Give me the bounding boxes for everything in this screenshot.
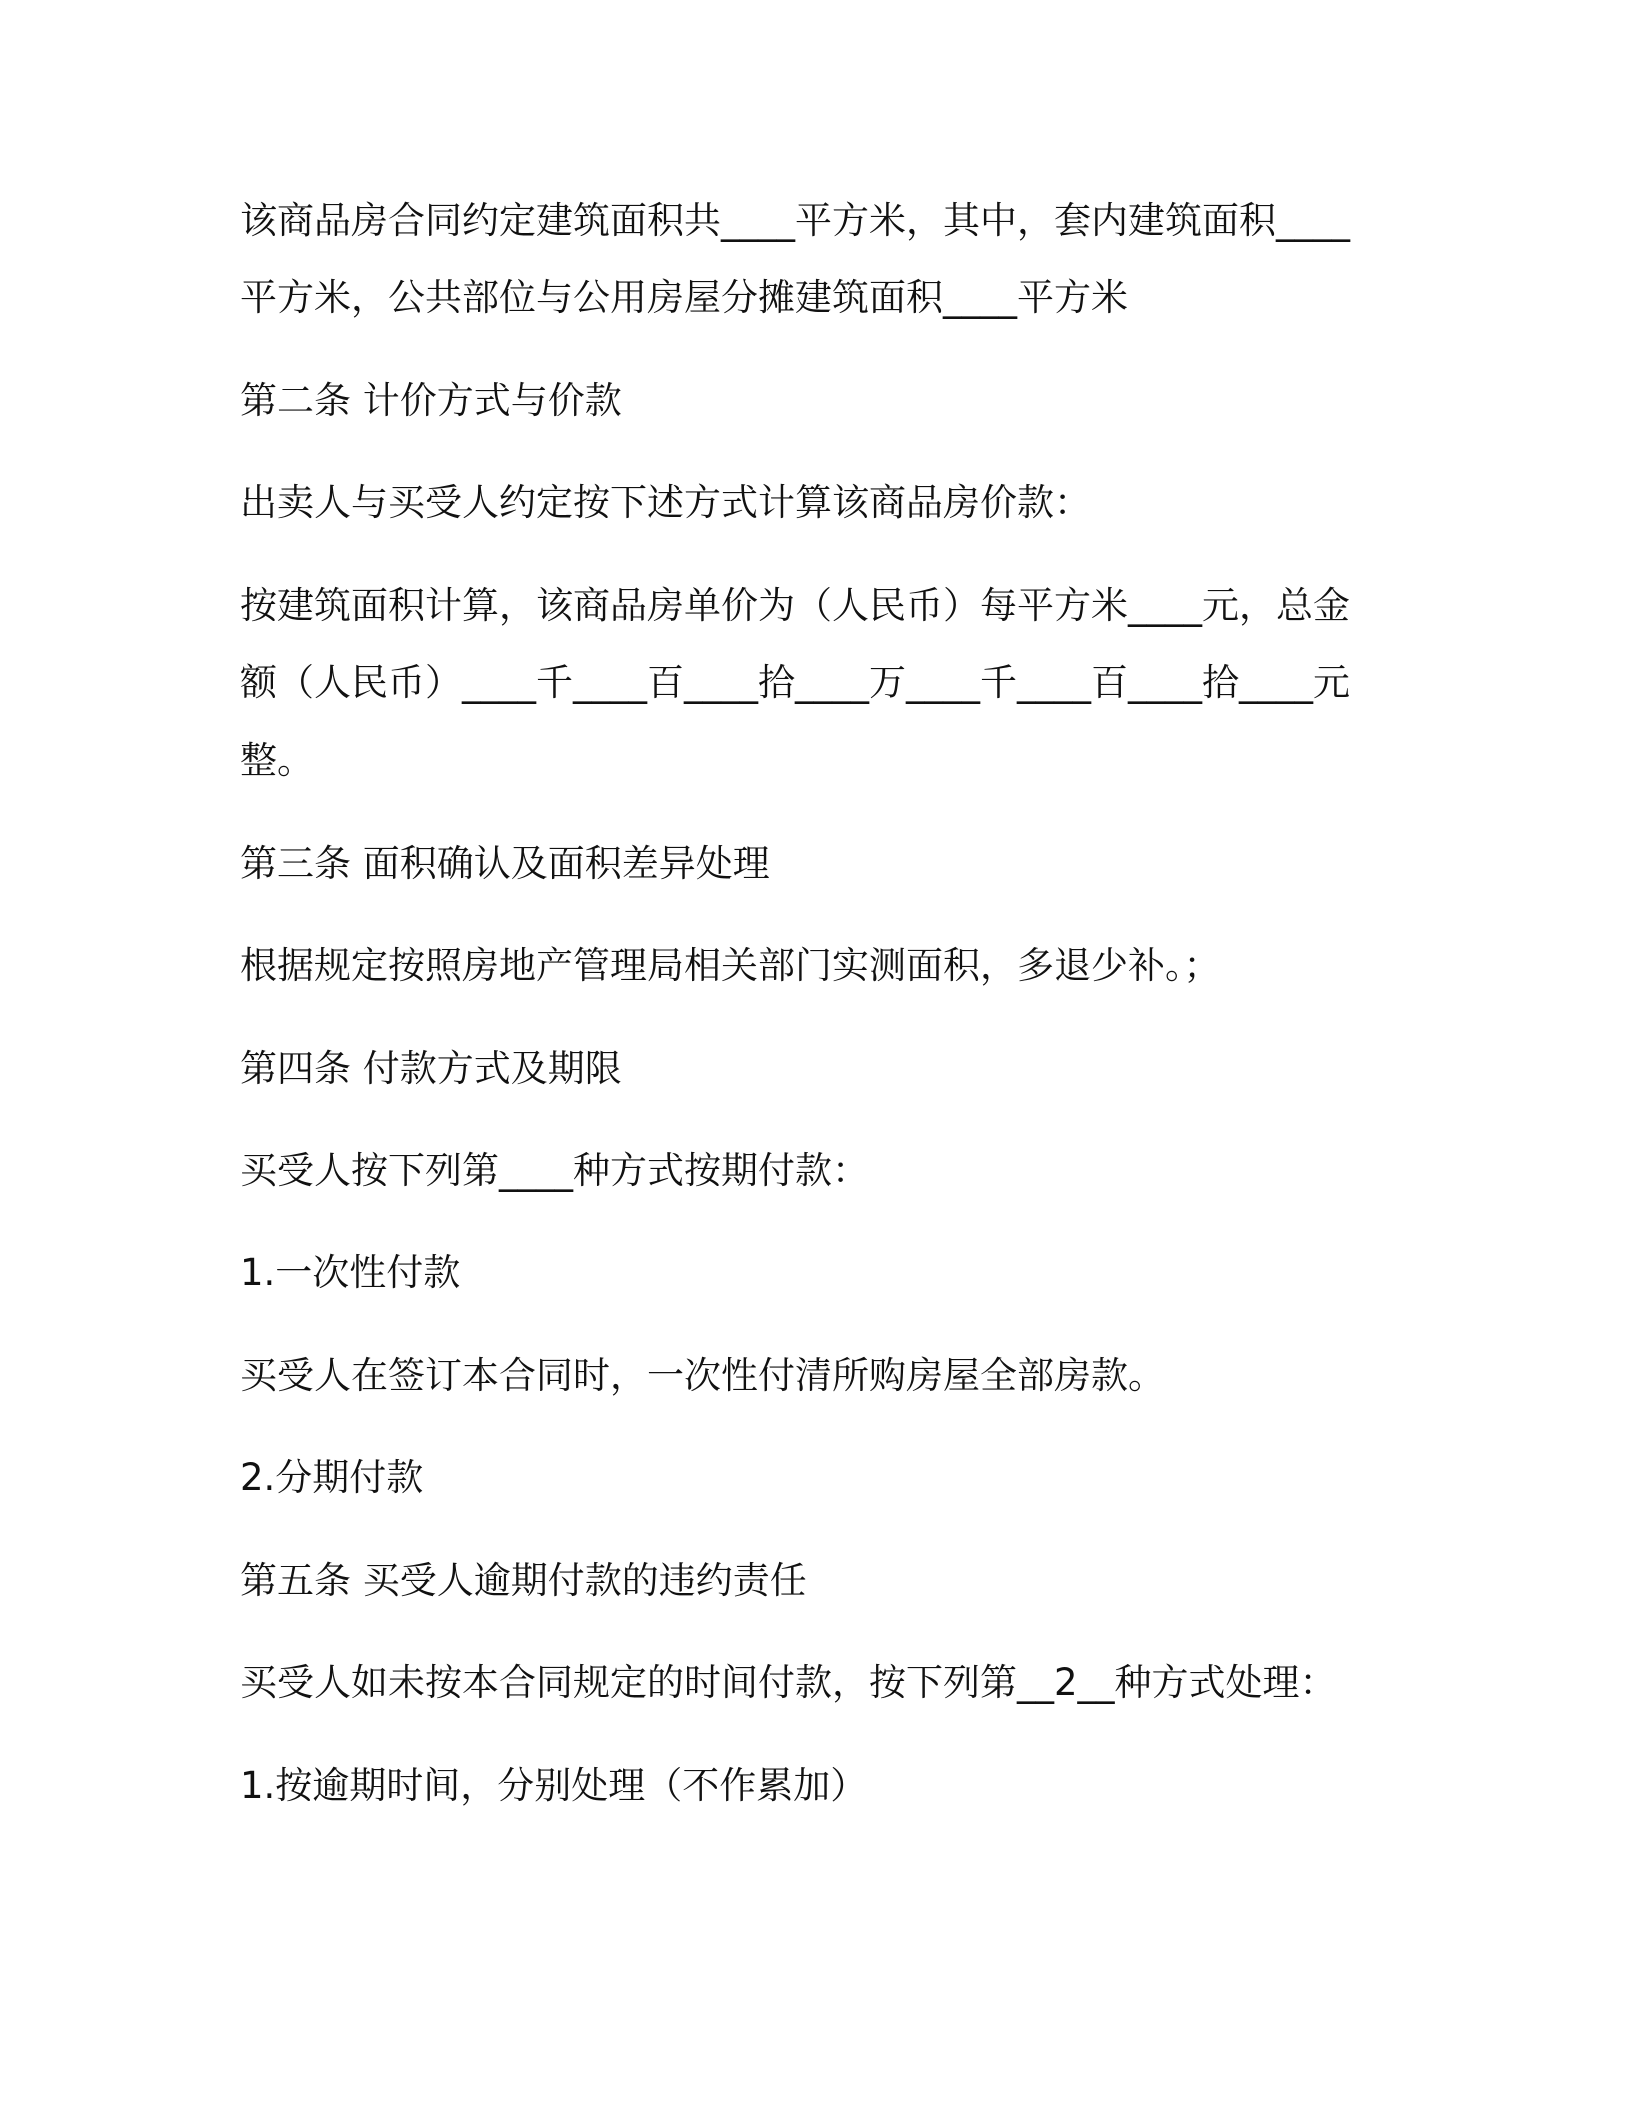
- clause-4-heading: 第四条 付款方式及期限: [240, 1047, 622, 1090]
- text-line-unit-price: 按建筑面积计算，该商品房单价为（人民币）每平方米____元，总金: [240, 584, 1350, 627]
- text-line-late-payment: 买受人如未按本合同规定的时间付款，按下列第__2__种方式处理：: [240, 1661, 1337, 1704]
- clause-3-heading: 第三条 面积确认及面积差异处理: [240, 842, 770, 885]
- text-line-payment-option: 买受人按下列第____种方式按期付款：: [240, 1149, 869, 1192]
- clause-5-heading: 第五条 买受人逾期付款的违约责任: [240, 1559, 807, 1602]
- text-line-total-end: 整。: [240, 739, 314, 782]
- text-line-installment: 2.分期付款: [240, 1456, 424, 1499]
- clause-2-heading: 第二条 计价方式与价款: [240, 379, 622, 422]
- text-line-pricing-method: 出卖人与买受人约定按下述方式计算该商品房价款：: [240, 481, 1091, 524]
- text-line-overdue-handling: 1.按逾期时间，分别处理（不作累加）: [240, 1764, 868, 1807]
- text-line-one-time-payment: 1.一次性付款: [240, 1251, 461, 1294]
- text-line-area-shared: 平方米，公共部位与公用房屋分摊建筑面积____平方米: [240, 276, 1128, 319]
- text-line-one-time-detail: 买受人在签订本合同时，一次性付清所购房屋全部房款。: [240, 1354, 1165, 1397]
- text-line-area-agreed: 该商品房合同约定建筑面积共____平方米，其中，套内建筑面积____: [240, 199, 1350, 242]
- text-line-total-amount: 额（人民币）____千____百____拾____万____千____百____拾____元: [240, 661, 1350, 704]
- text-line-area-measure: 根据规定按照房地产管理局相关部门实测面积，多退少补。；: [240, 944, 1221, 987]
